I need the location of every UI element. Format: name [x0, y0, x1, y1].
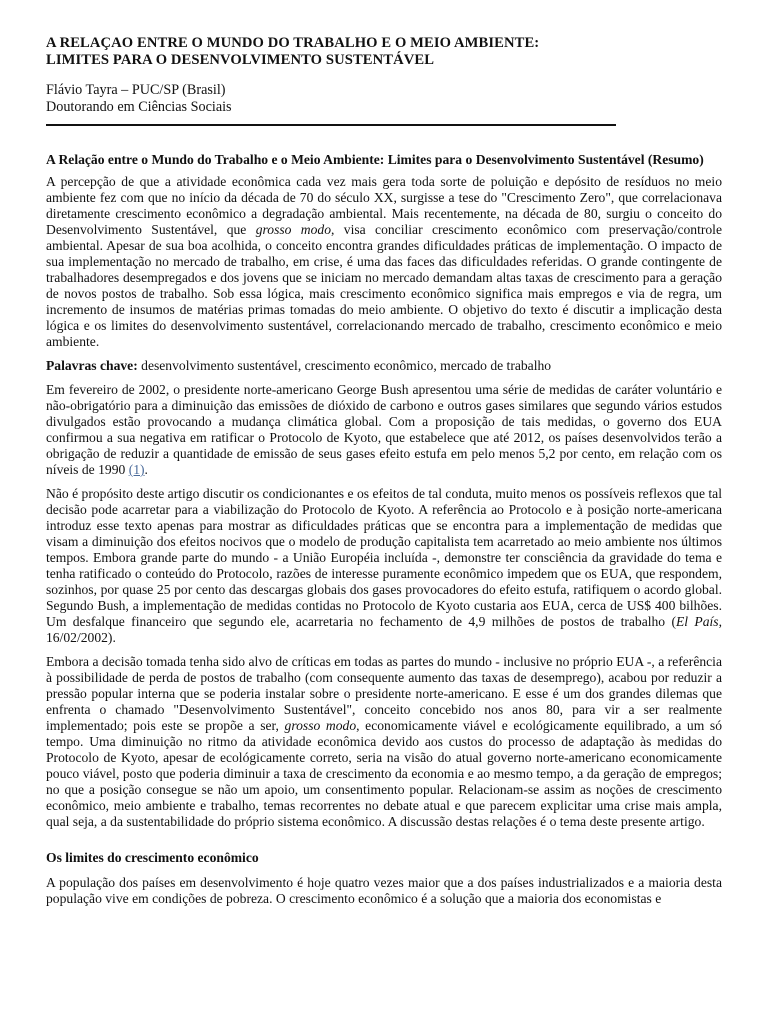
title-line-1: A RELAÇAO ENTRE O MUNDO DO TRABALHO E O MEIO AMBIENTE: [46, 35, 540, 51]
body-paragraph-1-text: Em fevereiro de 2002, o presidente norte-americano George Bush apresentou uma série de medidas de caráter voluntário e não-obrigatório para a diminuição das emissões de dióxido de carbono e outros gases similares que segundo vários estudos divulgados estão provocando a mudança climática global. Com a proposição de tais medidas, o governo dos EUA confirmou a sua negativa em ratificar o Protocolo de Kyoto, que estabelece que até 2012, os países desenvolvidos terão a obrigação de reduzir a quantidade de emissão de seus gases efeito estufa em pelo menos 5,2 por cento, em relação com os níveis de 1990 [46, 382, 722, 477]
body-paragraph-2 [46, 486, 722, 646]
title-line-2: LIMITES PARA O DESENVOLVIMENTO SUSTENTÁVEL [46, 52, 435, 68]
body-paragraph-4: A população dos países em desenvolvimento é hoje quatro vezes maior que a dos países industrializados e a maioria desta população vive em condições de pobreza. O crescimento econômico é a solução que a maioria dos economistas e [46, 875, 722, 906]
body-paragraph-3-text-a: Embora a decisão tomada tenha sido alvo de críticas em todas as partes do mundo - inclusive no próprio EUA -, a referência à possibilidade de perda de postos de trabalho (com consequente aumento das taxas de desemprego), acabou por reduzir a pressão popular interna que se poderia instalar sobre o presidente norte-americano. E esse é um dos grandes dilemas que enfrenta o chamado "Desenvolvimento Sustentável", conceito concebido nos anos 80, para vir a ser realmente implementado; pois este se propõe a ser, [46, 654, 722, 733]
document-content [46, 35, 722, 907]
abstract-text-b: , visa conciliar crescimento econômico com preservação/controle ambiental. Apesar de sua boa acolhida, o conceito encontra grandes dificuldades práticas de implementação. O impacto de sua implementação no mercado de trabalho, em crise, é uma das faces das dificuldades referidas. O grande contingente de trabalhadores desempregados e dos jovens que se iniciam no mercado demandam altas taxas de crescimento para a geração de novos postos de trabalho. Sob essa lógica, mais crescimento econômico significa mais empregos e via de regra, um incremento de insumos de matérias primas tomadas do meio ambiente. O objetivo do texto é discutir a implicação desta lógica e os limites do desenvolvimento sustentável, correlacionando mercado de trabalho, crescimento econômico e meio ambiente. [46, 222, 722, 349]
footnote-link[interactable]: (1) [128, 462, 145, 477]
abstract-text-a: A percepção de que a atividade econômica cada vez mais gera toda sorte de poluição e depósito de resíduos no meio ambiente fez com que no início da década de 70 do século XX, surgisse a tese do "Crescimento Zero", que correlacionava diretamente crescimento econômico a degradação ambiental. Mais recentemente, na década de 80, surgiu o conceito do Desenvolvimento Sustentável, que [46, 174, 722, 237]
body-paragraph-1-end: . [144, 462, 148, 477]
body-paragraph-3 [46, 654, 722, 830]
keywords-label: Palavras chave: [46, 358, 138, 373]
author-name: Flávio Tayra – PUC/SP (Brasil) [46, 82, 226, 98]
body-paragraph-2-text: Não é propósito deste artigo discutir os condicionantes e os efeitos de tal conduta, muito menos os possíveis reflexos que tal decisão pode acarretar para a viabilização do Protocolo de Kyoto. A referência ao Protocolo e à posição norte-americana introduz esse texto apenas para mostrar as dificuldades práticas que se encontra para a implementação de medidas que visam a diminuição dos efeitos nocivos que o modelo de produção capitalista tem acarretado ao meio ambiente nos últimos tempos. Embora grande parte do mundo - a União Européia incluída -, demonstre ter consciência da gravidade do tema e tenha ratificado o conteúdo do Protocolo, razões de interesse puramente econômico impedem que os EUA, que respondem, sozinhos, por quase 25 por cento das descargas globais dos gases provocadores do efeito estufa, ratifiquem o acordo global. Segundo Bush, a implementação de medidas contidas no Protocolo de Kyoto custaria aos EUA, cerca de US$ 400 bilhões. Um desfalque financeiro que segundo ele, acarretaria no fechamento de 4,9 milhões de postos de trabalho ( [46, 486, 722, 629]
keywords-text: desenvolvimento sustentável, crescimento econômico, mercado de trabalho [137, 358, 552, 373]
keywords-line [46, 358, 722, 374]
abstract-paragraph [46, 174, 722, 350]
header-divider [46, 124, 616, 126]
document-title [46, 35, 722, 69]
abstract-heading: A Relação entre o Mundo do Trabalho e o Meio Ambiente: Limites para o Desenvolvimento Sustentável (Resumo) [46, 152, 704, 167]
section-heading: Os limites do crescimento econômico [46, 850, 259, 865]
author-affiliation: Doutorando em Ciências Sociais [46, 99, 232, 115]
body-paragraph-2-end: , 16/02/2002). [46, 614, 722, 645]
abstract-emphasis: grosso modo [255, 222, 332, 237]
body-paragraph-1 [46, 382, 722, 478]
author-block [46, 82, 722, 116]
body-paragraph-3-text-b: , economicamente viável e ecológicamente equilibrado, a um só tempo. Uma diminuição no ritmo da atividade econômica devido aos custos do processo de adaptação às medidas do Protocolo de Kyoto, apesar de ecológicamente correto, seria na visão do atual governo norte-americano economicamente pouco viável, posto que poderia diminuir a taxa de crescimento da economia e ao mesmo tempo, a da geração de empregos; no que a posição consegue se não um apoio, um consentimento popular. Relacionam-se assim as noções de crescimento econômico, meio ambiente e trabalho, temas recorrentes no debate atual e que parecem explicitar uma crise mais ampla, qual seja, a da sustentabilidade do próprio sistema econômico. A discussão destas relações é o tema deste presente artigo. [46, 718, 722, 829]
source-citation: El País [675, 614, 719, 629]
body-paragraph-3-emphasis: grosso modo [284, 718, 357, 733]
